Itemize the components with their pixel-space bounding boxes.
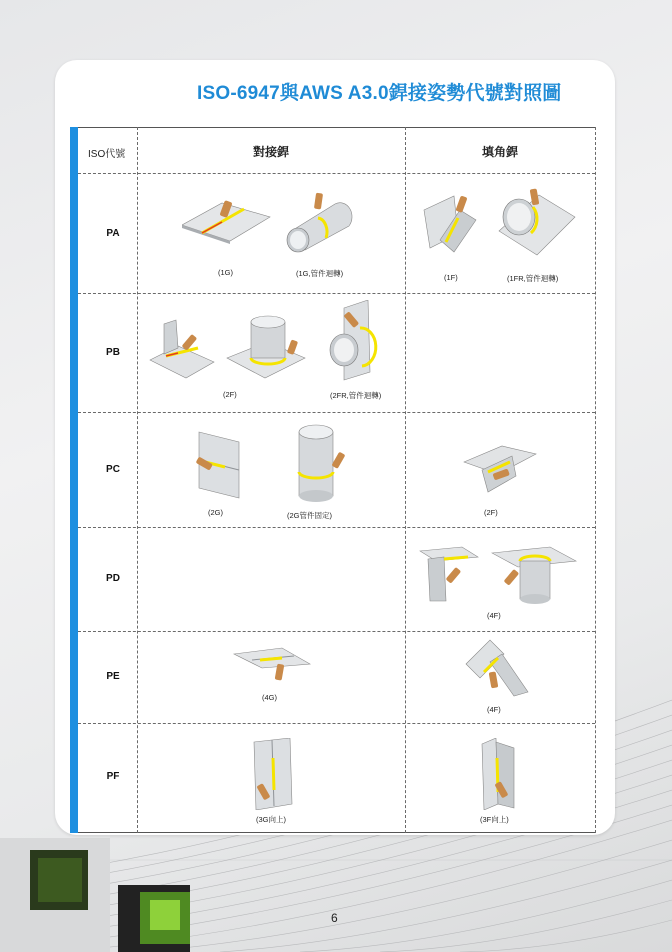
row-divider <box>78 293 595 294</box>
caption-1fr-rotating: (1FR,管件迴轉) <box>507 274 559 283</box>
fillet-3f-vertical-illustration <box>478 738 520 810</box>
row-divider <box>78 631 595 632</box>
weld-plate-1g-illustration <box>182 195 272 245</box>
caption-2f-fillet: (2F) <box>484 508 498 517</box>
page-number: 6 <box>331 911 338 925</box>
row-code-pe: PE <box>106 671 120 682</box>
row-code-pa: PA <box>106 228 120 239</box>
row-code-pc: PC <box>106 464 120 475</box>
weld-plate-3g-vertical-illustration <box>250 738 294 810</box>
column-divider <box>137 127 138 833</box>
pipe-2fr-rotating-illustration <box>328 300 388 382</box>
pipe-1g-rotating-illustration <box>283 190 358 258</box>
row-code-pb: PB <box>106 347 120 358</box>
table-accent-bar <box>70 127 78 833</box>
pipe-4f-overhead-illustration <box>490 545 578 605</box>
pipe-on-plate-illustration <box>225 312 307 382</box>
header-iso: ISO代號 <box>88 149 126 160</box>
weld-plate-4g-illustration <box>232 646 312 688</box>
row-divider <box>78 412 595 413</box>
row-code-pd: PD <box>106 573 120 584</box>
header-butt-weld: 對接銲 <box>253 145 290 159</box>
column-divider <box>595 127 596 833</box>
fillet-4f-pe-illustration <box>462 638 530 698</box>
pipe-2g-fixed-illustration <box>295 420 353 504</box>
weld-plate-2g-illustration <box>195 428 243 500</box>
column-divider <box>405 127 406 833</box>
table-top-line <box>78 127 595 128</box>
caption-1f: (1F) <box>444 273 458 282</box>
row-divider <box>78 723 595 724</box>
caption-3f-up: (3F向上) <box>480 815 509 824</box>
header-fillet-weld: 填角銲 <box>482 145 519 159</box>
row-divider <box>78 173 595 174</box>
table-bottom-line <box>78 832 595 833</box>
caption-1g-rotating: (1G,管件迴轉) <box>296 269 344 278</box>
caption-2g: (2G) <box>208 508 223 517</box>
row-divider <box>78 527 595 528</box>
caption-1g: (1G) <box>218 268 233 277</box>
caption-4f-pe: (4F) <box>487 705 501 714</box>
fillet-2f-horizontal-illustration <box>462 440 537 495</box>
fillet-4f-overhead-illustration <box>418 545 480 603</box>
caption-4g: (4G) <box>262 693 277 702</box>
pipe-1fr-rotating-illustration <box>497 187 577 259</box>
page-title: ISO-6947與AWS A3.0銲接姿勢代號對照圖 <box>197 83 562 104</box>
row-code-pf: PF <box>106 771 120 782</box>
caption-3g-up: (3G向上) <box>256 815 286 824</box>
fillet-1f-illustration <box>420 190 478 255</box>
caption-4f-pd: (4F) <box>487 611 501 620</box>
caption-2f: (2F) <box>223 390 237 399</box>
fillet-2f-illustration <box>148 318 216 380</box>
caption-2fr-rotating: (2FR,管件迴轉) <box>330 391 382 400</box>
caption-2g-pipe-fixed: (2G管件固定) <box>287 511 332 520</box>
